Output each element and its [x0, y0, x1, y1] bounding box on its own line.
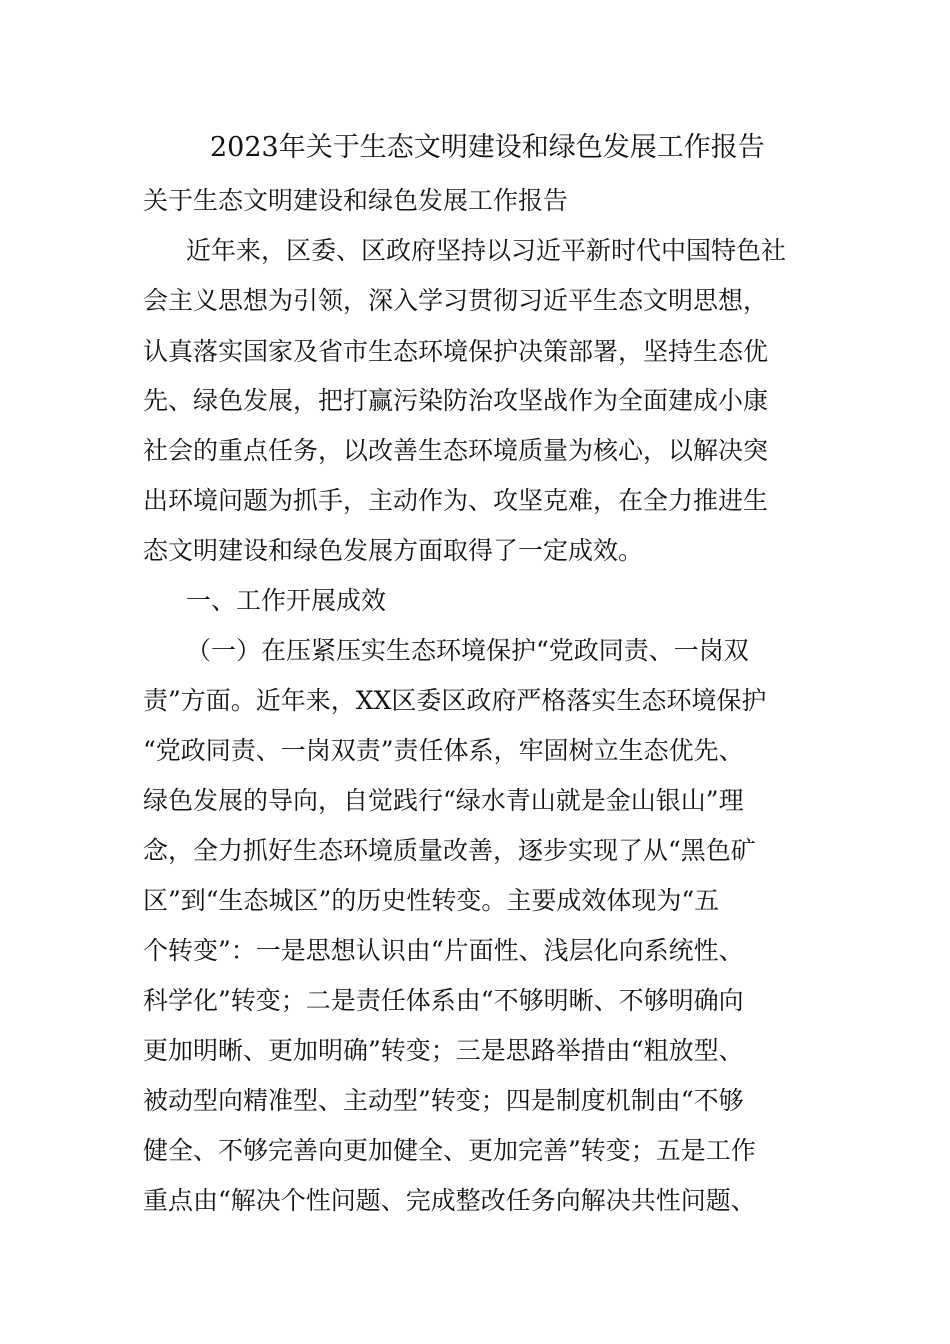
paragraph-1-line-4: 先、绿色发展，把打赢污染防治攻坚战作为全面建成小康 [143, 386, 769, 415]
paragraph-1-line-7: 态文明建设和绿色发展方面取得了一定成效。 [143, 536, 644, 565]
paragraph-2-line-3: “党政同责、一岗双责”责任体系，牢固树立生态优先、 [143, 736, 744, 765]
paragraph-2-line-9: 更加明晰、更加明确”转变；三是思路举措由“粗放型、 [143, 1036, 744, 1065]
paragraph-2-line-7: 个转变”：一是思想认识由“片面性、浅层化向系统性、 [143, 936, 744, 965]
paragraph-2-line-2: 责”方面。近年来，XX区委区政府严格落实生态环境保护 [143, 686, 767, 715]
paragraph-1-line-3: 认真落实国家及省市生态环境保护决策部署，坚持生态优 [143, 337, 769, 366]
document-title: 2023年关于生态文明建设和绿色发展工作报告 [210, 132, 765, 163]
paragraph-2-line-5: 念，全力抓好生态环境质量改善，逐步实现了从“黑色矿 [143, 836, 756, 865]
document-subtitle: 关于生态文明建设和绿色发展工作报告 [143, 186, 569, 215]
paragraph-2-line-8: 科学化”转变；二是责任体系由“不够明晰、不够明确向 [143, 986, 744, 1015]
paragraph-2-line-6: 区”到“生态城区”的历史性转变。主要成效体现为“五 [143, 886, 720, 915]
paragraph-2-line-4: 绿色发展的导向，自觉践行“绿水青山就是金山银山”理 [143, 786, 744, 815]
paragraph-2-line-10: 被动型向精准型、主动型”转变；四是制度机制由“不够 [143, 1086, 744, 1115]
section-heading-1: 一、工作开展成效 [186, 586, 387, 615]
paragraph-1-line-1: 近年来，区委、区政府坚持以习近平新时代中国特色社 [186, 236, 787, 265]
paragraph-2-line-12: 重点由“解决个性问题、完成整改任务向解决共性问题、 [143, 1186, 756, 1215]
paragraph-2-line-11: 健全、不够完善向更加健全、更加完善”转变；五是工作 [143, 1136, 756, 1165]
paragraph-1-line-5: 社会的重点任务，以改善生态环境质量为核心，以解决突 [143, 436, 769, 465]
paragraph-1-line-2: 会主义思想为引领，深入学习贯彻习近平生态文明思想， [143, 286, 769, 315]
paragraph-1-line-6: 出环境问题为抓手，主动作为、攻坚克难，在全力推进生 [143, 486, 769, 515]
paragraph-2-line-1: （一）在压紧压实生态环境保护“党政同责、一岗双 [186, 636, 749, 665]
